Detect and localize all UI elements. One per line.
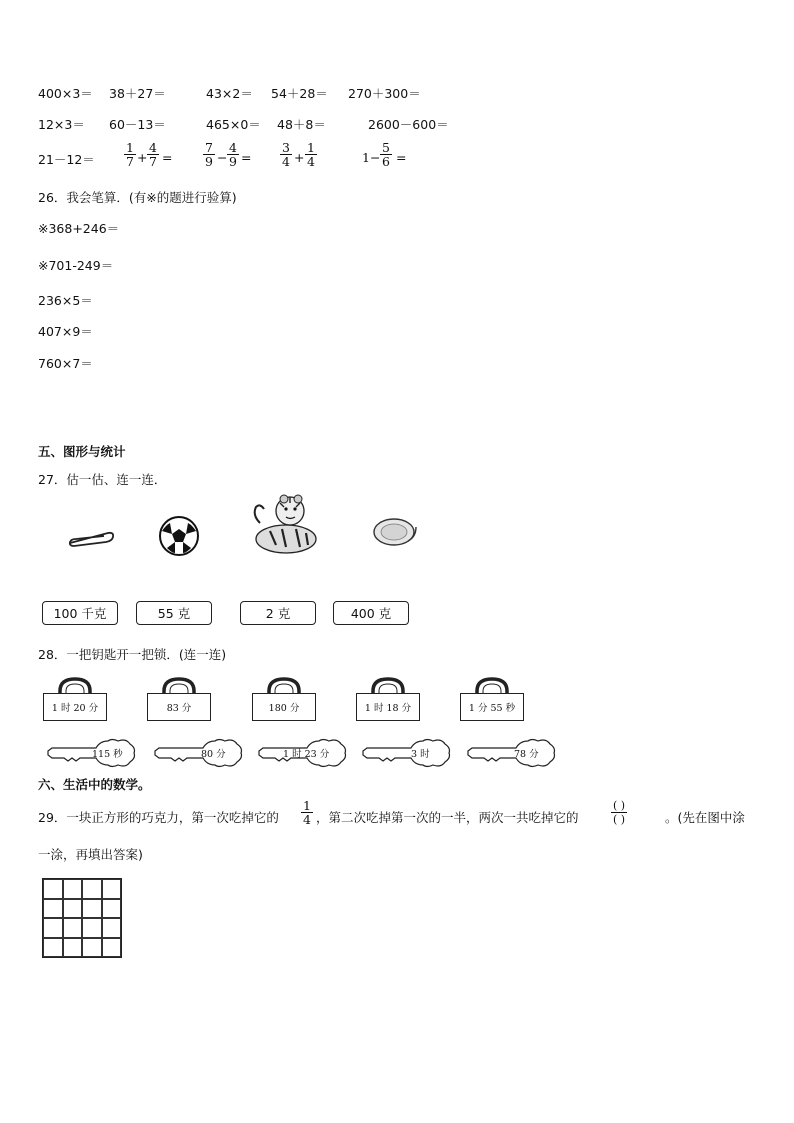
section-5-heading: 五、图形与统计 (38, 444, 126, 459)
fraction: $\frac{7}{9}$ (205, 140, 213, 169)
question-28-title: 28．一把钥匙开一把锁．(连一连) (38, 647, 227, 662)
oral-expr: 270＋300＝ (348, 86, 421, 101)
lock-label: 83 分 (147, 693, 211, 721)
question-29-text: 一涂，再填出答案) (38, 847, 143, 862)
oral-expr: 465×0＝ (206, 117, 261, 132)
calc-item: ※701-249＝ (38, 258, 114, 273)
fraction: $\frac{1}{4}$ (307, 140, 315, 169)
key[interactable] (46, 738, 136, 768)
answer-blank[interactable]: ( ) ( ) (613, 799, 626, 826)
fraction: $\frac{3}{4}$ (282, 140, 290, 169)
key-label: 78 分 (514, 749, 539, 760)
calc-item: 407×9＝ (38, 324, 93, 339)
fraction: $\frac{1}{7}$ (126, 140, 134, 169)
oral-expr: 60－13＝ (109, 117, 166, 132)
plate-icon (372, 515, 420, 549)
key[interactable] (257, 738, 347, 768)
weight-option[interactable]: 2 克 (240, 601, 316, 625)
lock[interactable] (460, 677, 524, 723)
chocolate-grid[interactable] (42, 878, 122, 958)
key-label: 80 分 (201, 749, 226, 760)
lock-label: 180 分 (252, 693, 316, 721)
key-icon (153, 738, 243, 768)
fraction: $\frac{1}{4}$ (303, 798, 311, 827)
lock[interactable] (356, 677, 420, 723)
key-label: 115 秒 (92, 749, 123, 760)
key-icon (466, 738, 556, 768)
question-29-text: 。(先在图中涂 (665, 810, 745, 825)
oral-expr: 38＋27＝ (109, 86, 166, 101)
lock-label: 1 分 55 秒 (460, 693, 524, 721)
key-label: 3 时 (411, 749, 430, 760)
weight-option[interactable]: 55 克 (136, 601, 212, 625)
fraction: $\frac{5}{6}$ (382, 140, 390, 169)
oral-expr: 43×2＝ (206, 86, 253, 101)
equals: = (396, 150, 407, 165)
oral-expr: 400×3＝ (38, 86, 93, 101)
lock-label: 1 时 20 分 (43, 693, 107, 721)
oral-expr: 12×3＝ (38, 117, 85, 132)
oral-expr: 1− (362, 150, 381, 165)
fraction: $\frac{4}{7}$ (149, 140, 157, 169)
paperclip-icon (66, 527, 116, 549)
key[interactable] (361, 738, 451, 768)
oral-expr: 54＋28＝ (271, 86, 328, 101)
fraction: $\frac{4}{9}$ (229, 140, 237, 169)
operator: − (217, 150, 228, 165)
equals: = (162, 150, 173, 165)
section-6-heading: 六、生活中的数学。 (38, 777, 151, 792)
question-29-text: 29．一块正方形的巧克力，第一次吃掉它的 (38, 810, 279, 825)
operator: + (137, 150, 148, 165)
lock[interactable] (147, 677, 211, 723)
key-label: 1 时 23 分 (283, 749, 330, 760)
weight-option[interactable]: 100 千克 (42, 601, 118, 625)
key[interactable] (466, 738, 556, 768)
oral-expr: 21－12＝ (38, 152, 95, 167)
key-icon (361, 738, 451, 768)
oral-expr: 2600－600＝ (368, 117, 449, 132)
lock[interactable] (252, 677, 316, 723)
tiger-icon (246, 493, 324, 557)
key[interactable] (153, 738, 243, 768)
lock-label: 1 时 18 分 (356, 693, 420, 721)
calc-item: ※368+246＝ (38, 221, 120, 236)
question-27-title: 27．估一估、连一连． (38, 472, 167, 487)
calc-item: 236×5＝ (38, 293, 93, 308)
question-26-title: 26．我会笔算．(有※的题进行验算) (38, 190, 237, 205)
equals: = (241, 150, 252, 165)
operator: + (294, 150, 305, 165)
weight-option[interactable]: 400 克 (333, 601, 409, 625)
soccer-ball-icon (158, 515, 200, 557)
lock[interactable] (43, 677, 107, 723)
question-29-text: ，第二次吃掉第一次的一半，两次一共吃掉它的 (316, 810, 579, 825)
calc-item: 760×7＝ (38, 356, 93, 371)
oral-expr: 48＋8＝ (277, 117, 326, 132)
